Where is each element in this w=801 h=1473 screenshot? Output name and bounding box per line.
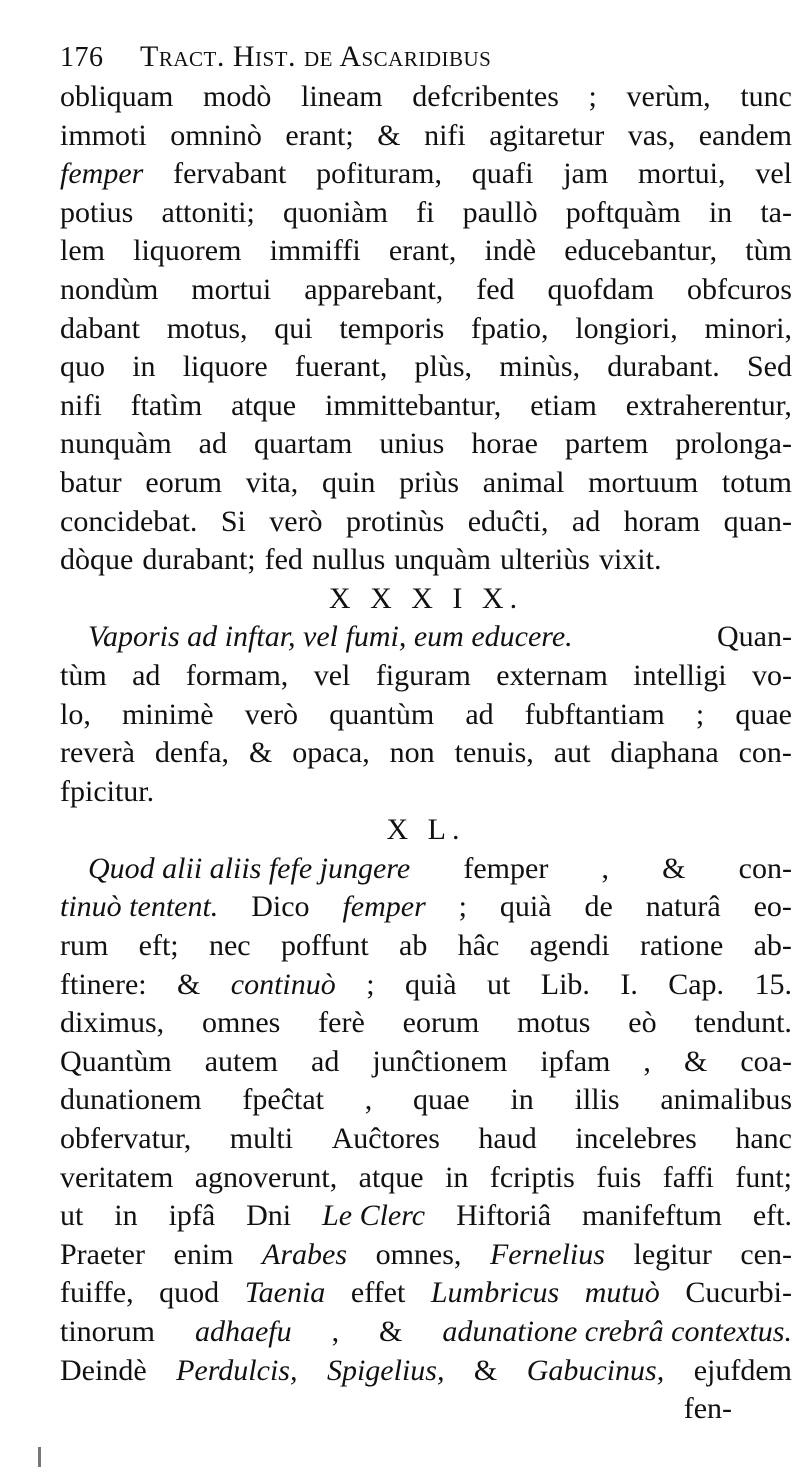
text-line	[60, 1236, 792, 1275]
page-number: 176	[60, 42, 104, 73]
word: Si	[220, 504, 246, 538]
section-heading-40: X L.	[386, 813, 466, 847]
word: ad	[132, 658, 161, 692]
text-line	[60, 1274, 792, 1313]
word: obfervatur,	[60, 1122, 192, 1156]
word: quan-	[723, 504, 792, 538]
word: continuò	[230, 967, 336, 1001]
word: quod	[159, 1276, 220, 1310]
word: vel	[755, 157, 792, 191]
text-line	[60, 117, 792, 156]
running-title: Tract. Hist. de Ascaridibus	[140, 40, 492, 73]
word: fed	[476, 272, 515, 306]
word: Lib.	[540, 967, 590, 1001]
word: figuram	[375, 658, 471, 692]
word: junĉtionem	[372, 1044, 508, 1078]
word: in	[510, 1083, 534, 1117]
catchword: fen-	[683, 1392, 732, 1426]
word: atque	[358, 1160, 424, 1194]
word: reverà	[60, 736, 135, 770]
word: mutuò	[584, 1276, 660, 1310]
word: ftinere:	[60, 967, 147, 1001]
word: nifi	[60, 388, 102, 422]
word: quià	[404, 967, 457, 1001]
word: eo-	[753, 890, 792, 924]
word: diaphana	[610, 736, 719, 770]
word: cen-	[740, 1237, 792, 1271]
word: motus,	[166, 311, 248, 345]
text-line	[60, 78, 792, 117]
word: lem	[60, 234, 105, 268]
word: lo,	[60, 697, 91, 731]
word: quae	[735, 697, 792, 731]
word: nec	[208, 929, 251, 963]
word: indè	[484, 234, 537, 268]
word: Perdulcis,	[176, 1353, 298, 1387]
word: tinorum	[60, 1315, 155, 1348]
word: coa-	[740, 1044, 792, 1078]
word: pofituram,	[316, 157, 442, 191]
word: Praeter	[60, 1237, 145, 1271]
word: ab	[399, 929, 428, 963]
word: quartam	[254, 427, 353, 461]
word: immoti	[60, 118, 147, 152]
word: autem	[204, 1044, 278, 1078]
word: Spigelius,	[326, 1353, 445, 1387]
word: ad	[465, 697, 494, 731]
word: fpatio,	[471, 311, 549, 345]
word: etiam	[530, 388, 597, 422]
word: omnes	[202, 1006, 281, 1040]
word: &	[379, 1315, 403, 1348]
word: extraherentur,	[625, 388, 792, 422]
word: verùm,	[626, 80, 711, 113]
word: vo-	[751, 658, 792, 692]
word: nifi	[424, 118, 466, 152]
word: in	[132, 350, 156, 384]
word: Arabes	[262, 1237, 348, 1271]
text-line	[60, 1197, 792, 1236]
word: Vaporis ad inftar, vel fumi, eum educere.	[88, 620, 573, 654]
word: quià	[499, 890, 552, 924]
word: con-	[738, 851, 792, 885]
word: vas,	[627, 118, 676, 152]
word: fuis	[596, 1160, 642, 1194]
word: veritatem	[60, 1160, 174, 1194]
text-line	[60, 888, 792, 927]
word: longiori,	[575, 311, 678, 345]
word: protinùs	[345, 504, 445, 538]
word: legitur	[633, 1237, 712, 1271]
text-line	[60, 657, 792, 696]
running-header	[60, 40, 792, 74]
word: quae	[413, 1083, 470, 1117]
word: tùm	[60, 658, 107, 692]
word: dunationem	[60, 1083, 202, 1117]
text-line	[60, 618, 792, 657]
word: fervabant	[173, 157, 287, 191]
text-line	[60, 271, 792, 310]
word: ulteriùs	[499, 543, 590, 577]
word: Taenia	[244, 1276, 326, 1310]
word: erant;	[285, 118, 354, 152]
word: batur	[60, 465, 122, 499]
word: quin	[321, 465, 376, 499]
word: diximus,	[60, 1006, 165, 1040]
word: ;	[588, 80, 597, 113]
text-line	[60, 155, 792, 194]
word: ut	[487, 967, 511, 1001]
word: agitaretur	[489, 118, 605, 152]
word: verò	[244, 697, 299, 731]
word: ;	[366, 967, 375, 1001]
word: horae	[471, 427, 538, 461]
word: Cap.	[668, 967, 725, 1001]
text-line	[60, 541, 792, 580]
word: agendi	[529, 929, 610, 963]
word: enim	[173, 1237, 234, 1271]
word: multi	[229, 1122, 294, 1156]
word: apparebant,	[304, 272, 444, 306]
word: Deindè	[60, 1353, 147, 1387]
word: Dni	[246, 1199, 292, 1233]
word: Auĉtores	[331, 1122, 440, 1156]
word: tinuò tentent.	[60, 890, 219, 924]
text-line	[60, 696, 792, 735]
word: tendunt.	[694, 1006, 792, 1040]
word: ratione	[639, 929, 724, 963]
text-line	[60, 464, 792, 503]
word: in	[708, 195, 733, 229]
word: fi	[416, 195, 435, 229]
text-line	[60, 194, 792, 233]
word: Quan-	[717, 620, 792, 654]
word: nondùm	[60, 272, 159, 306]
word: ad	[571, 504, 601, 538]
word: ,	[364, 1083, 373, 1117]
word: femper	[60, 157, 144, 191]
word: ;	[695, 697, 705, 731]
word: agnoverunt,	[194, 1160, 338, 1194]
word: eò	[628, 1006, 657, 1040]
word: manifeftum	[581, 1199, 722, 1233]
word: intelligi	[633, 658, 727, 692]
word: Quantùm	[60, 1044, 172, 1078]
word: funt;	[735, 1160, 792, 1194]
text-line	[60, 1081, 792, 1120]
word: animal	[482, 465, 565, 499]
word: liquore	[182, 350, 268, 384]
word: animalibus	[660, 1083, 792, 1117]
word: Hiftoriâ	[456, 1199, 552, 1233]
word: fuerant,	[294, 350, 388, 384]
word: eorum	[402, 1006, 480, 1040]
word: quo	[60, 350, 105, 384]
word: lineam	[300, 80, 383, 113]
text-line	[60, 927, 792, 966]
word: horam	[623, 504, 701, 538]
margin-mark	[38, 1447, 41, 1467]
word: poffunt	[280, 929, 369, 963]
word: haud	[478, 1122, 537, 1156]
word: quoniàm	[282, 195, 388, 229]
text-line	[60, 1004, 792, 1043]
word: tenuis,	[454, 736, 534, 770]
word: minimè	[121, 697, 214, 731]
word: durabant.	[607, 350, 720, 384]
word: liquorem	[133, 234, 242, 268]
word: fuiffe,	[60, 1276, 134, 1310]
text-line	[60, 425, 792, 464]
word: omninò	[170, 118, 262, 152]
body-text	[60, 78, 792, 1390]
text-line	[60, 1313, 792, 1352]
word: mortuum	[588, 465, 699, 499]
word: totum	[721, 465, 792, 499]
word: in	[445, 1160, 469, 1194]
word: mortui	[191, 272, 272, 306]
word: ,	[331, 1315, 340, 1348]
word: vita,	[245, 465, 299, 499]
word: immiffi	[269, 234, 361, 268]
word: adunatione crebrâ contextus.	[442, 1315, 792, 1348]
word: ad	[198, 427, 227, 461]
text-line	[60, 387, 792, 426]
word: eduĉti,	[467, 504, 549, 538]
word: educebantur,	[564, 234, 718, 268]
word: dòque	[60, 543, 134, 577]
word: aut	[553, 736, 591, 770]
word: vixit.	[598, 543, 662, 577]
word: poftquàm	[565, 195, 681, 229]
word: quofdam	[547, 272, 655, 306]
word: tunc	[740, 80, 792, 113]
text-line	[60, 310, 792, 349]
word: ftatìm	[130, 388, 203, 422]
word: ejufdem	[693, 1353, 792, 1387]
word: erant,	[388, 234, 457, 268]
word: Quod alii aliis fefe jungere	[88, 851, 411, 885]
word: dabant	[60, 311, 140, 345]
word: opaca,	[292, 736, 370, 770]
word: minùs,	[499, 350, 581, 384]
word: naturâ	[645, 890, 721, 924]
word: fcriptis	[489, 1160, 575, 1194]
word: eandem	[698, 118, 792, 152]
word: &	[177, 967, 201, 1001]
word: eorum	[145, 465, 223, 499]
word: durabant;	[142, 543, 256, 577]
word: Cucurbi-	[685, 1276, 792, 1310]
word: Gabucinus,	[526, 1353, 665, 1387]
word: concidebat.	[60, 504, 198, 538]
text-line	[60, 966, 792, 1005]
word: Dico	[251, 890, 310, 924]
word: formam,	[185, 658, 289, 692]
word: qui	[274, 311, 313, 345]
word: 15.	[754, 967, 792, 1001]
text-line	[60, 850, 792, 889]
word: &	[248, 736, 273, 770]
text-line	[60, 1159, 792, 1198]
word: obliquam	[60, 80, 174, 113]
word: adhaefu	[194, 1315, 292, 1348]
word: non	[389, 736, 435, 770]
word: ut	[60, 1199, 84, 1233]
word: fubftantiam	[524, 697, 665, 731]
word: fed	[264, 543, 303, 577]
word: prolonga-	[675, 427, 792, 461]
word: ,	[643, 1044, 651, 1078]
word: plùs,	[414, 350, 473, 384]
word: Sed	[746, 350, 792, 384]
word: faffi	[662, 1160, 714, 1194]
word: priùs	[399, 465, 460, 499]
word: temporis	[339, 311, 445, 345]
word: eft.	[752, 1199, 792, 1233]
word: potius	[60, 195, 134, 229]
word: partem	[565, 427, 649, 461]
word: quafi	[471, 157, 534, 191]
word: fpeĉtat	[242, 1083, 325, 1117]
word: nullus	[311, 543, 386, 577]
word: ipfâ	[168, 1199, 216, 1233]
text-line	[60, 232, 792, 271]
word: attoniti;	[161, 195, 255, 229]
word: tùm	[745, 234, 792, 268]
word: obfcuros	[687, 272, 792, 306]
word: minori,	[704, 311, 792, 345]
word: defcribentes	[412, 80, 559, 113]
word: de	[584, 890, 613, 924]
text-line	[60, 773, 792, 812]
text-line	[60, 503, 792, 542]
word: denfa,	[154, 736, 230, 770]
word: rum	[60, 929, 109, 963]
word: jam	[563, 157, 609, 191]
word: in	[114, 1199, 138, 1233]
word: atque	[231, 388, 297, 422]
word: modò	[202, 80, 272, 113]
word: vel	[313, 658, 351, 692]
word: verò	[269, 504, 323, 538]
book-page	[60, 40, 792, 1429]
word: ferè	[318, 1006, 365, 1040]
word: &	[377, 118, 401, 152]
word: Le Clerc	[322, 1199, 426, 1233]
section-heading-39: X X X I X.	[328, 581, 524, 615]
word: paullò	[462, 195, 538, 229]
word: unquàm	[394, 543, 491, 577]
word: externam	[496, 658, 608, 692]
word: con-	[738, 736, 792, 770]
word: hanc	[735, 1122, 792, 1156]
word: eft;	[138, 929, 179, 963]
word: immittebantur,	[325, 388, 502, 422]
word: &	[662, 851, 686, 885]
word: unius	[379, 427, 445, 461]
word: ab-	[753, 929, 792, 963]
text-line	[60, 1043, 792, 1082]
word: ipfam	[540, 1044, 611, 1078]
word: mortui,	[638, 157, 726, 191]
text-line	[60, 1352, 792, 1391]
word: Lumbricus	[430, 1276, 560, 1310]
text-line	[60, 1120, 792, 1159]
word: quantùm	[329, 697, 435, 731]
word: I.	[620, 967, 638, 1001]
word: incelebres	[575, 1122, 697, 1156]
word: &	[473, 1353, 498, 1387]
word: illis	[574, 1083, 620, 1117]
word: Fernelius	[489, 1237, 605, 1271]
word: effet	[350, 1276, 406, 1310]
word: nunquàm	[60, 427, 172, 461]
word: femper	[463, 851, 549, 885]
word: motus	[517, 1006, 591, 1040]
word: ta-	[760, 195, 792, 229]
word: fpicitur.	[60, 774, 155, 808]
word: femper	[342, 890, 426, 924]
text-line	[60, 348, 792, 387]
word: ad	[311, 1044, 340, 1078]
word: ,	[601, 851, 609, 885]
word: omnes,	[375, 1237, 462, 1271]
word: ;	[458, 890, 468, 924]
word: hâc	[457, 929, 500, 963]
text-line	[60, 734, 792, 773]
word: &	[683, 1044, 708, 1078]
